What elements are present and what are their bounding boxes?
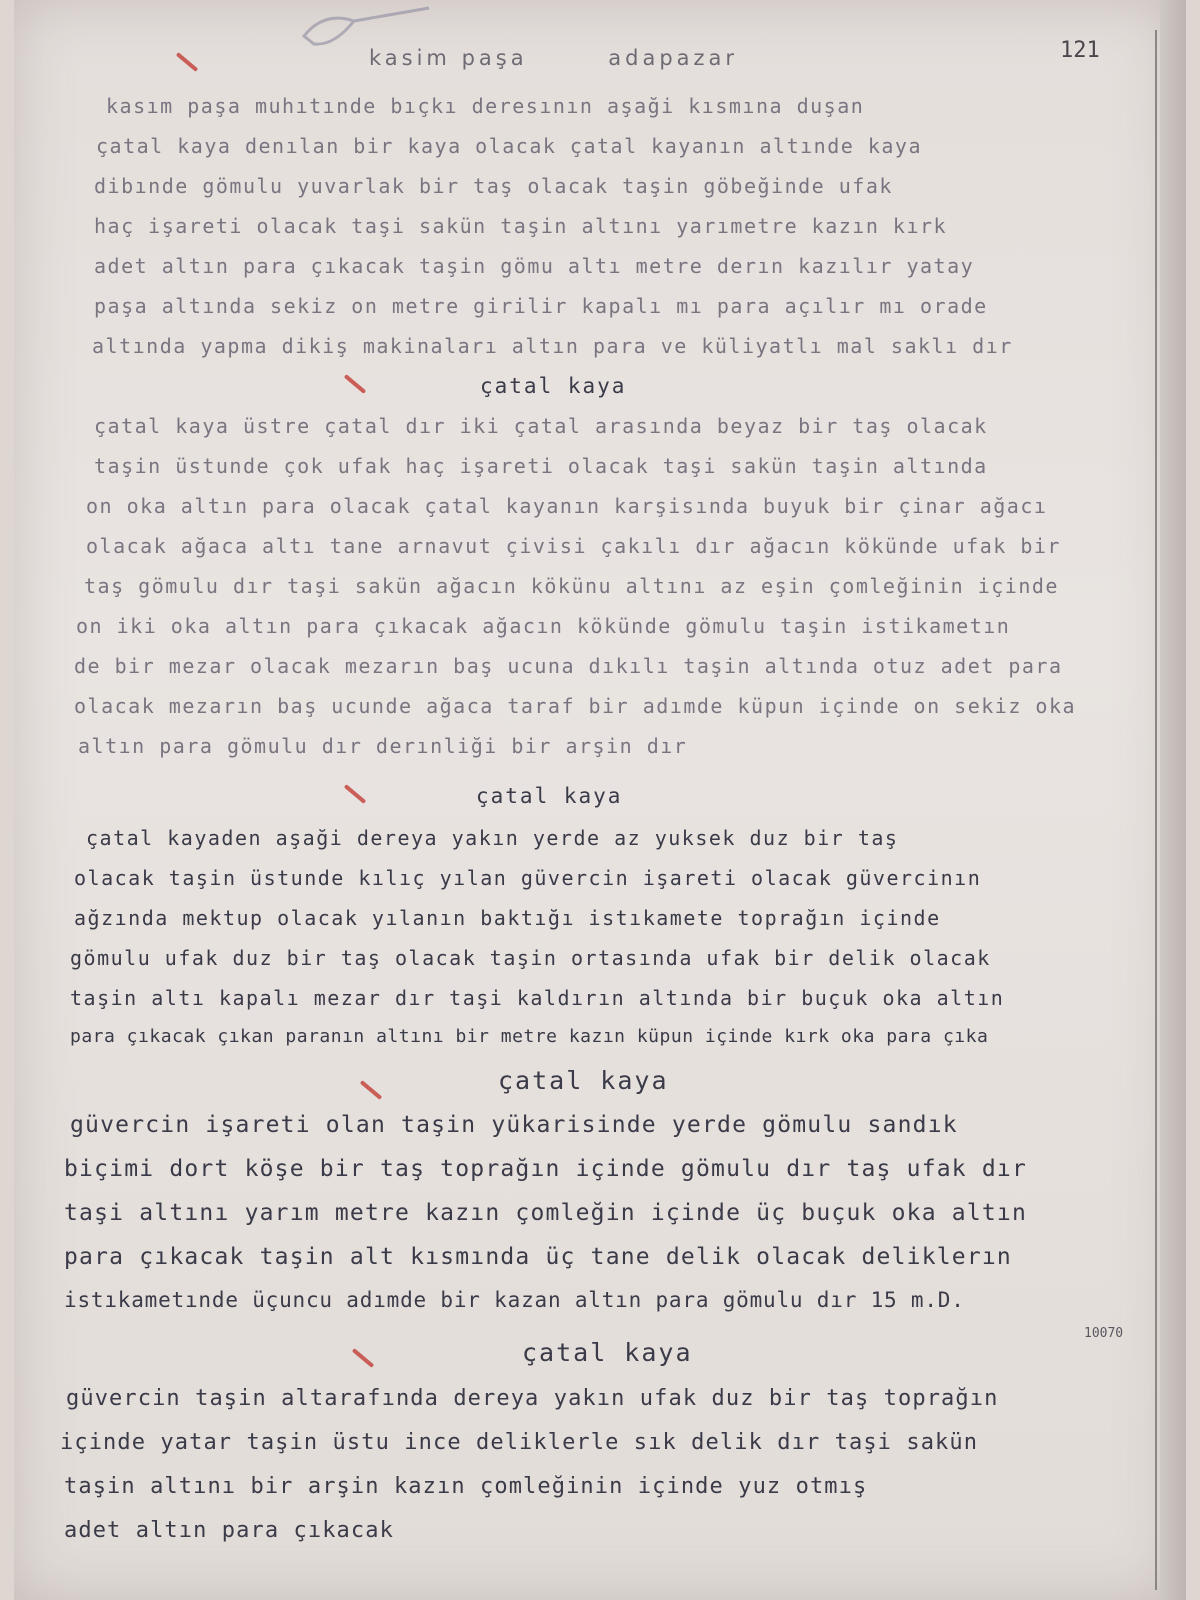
notebook-page (14, 0, 1174, 1600)
header-city: adapazar (608, 46, 739, 70)
text-line: taşi altını yarım metre kazın çomleğin içinde üç buçuk oka altın (64, 1200, 1028, 1226)
text-line: çatal kaya üstre çatal dır iki çatal arasında beyaz bir taş olacak (94, 414, 988, 438)
text-line: gömulu ufak duz bir taş olacak taşin ortasında ufak bir delik olacak (70, 946, 991, 970)
text-line: taşin üstunde çok ufak haç işareti olacak taşi sakün taşin altında (94, 454, 988, 478)
section-heading: çatal kaya (476, 784, 623, 808)
red-check-mark (352, 1348, 374, 1368)
text-line: ağzında mektup olacak yılanın baktığı istıkamete toprağın içinde (74, 906, 941, 930)
text-line: biçimi dort köşe bir taş toprağın içinde gömulu dır taş ufak dır (64, 1156, 1028, 1182)
text-line: altında yapma dikiş makinaları altın para ve küliyatlı mal saklı dır (92, 334, 1013, 358)
text-line: istıkametınde üçuncu adımde bir kazan altın para gömulu dır 15 m.D. (64, 1288, 965, 1312)
text-line: çatal kaya denılan bir kaya olacak çatal kayanın altınde kaya (96, 134, 923, 158)
text-line: güvercin taşin altarafında dereya yakın ufak duz bir taş toprağın (66, 1386, 999, 1411)
text-line: dibınde gömulu yuvarlak bir taş olacak taşin göbeğinde ufak (94, 174, 893, 198)
text-line: adet altın para çıkacak (64, 1518, 394, 1543)
text-line: paşa altında sekiz on metre girilir kapalı mı para açılır mı orade (94, 294, 988, 318)
page-edge (1160, 0, 1186, 1600)
text-line: taşin altını bir arşin kazın çomleğinin içinde yuz otmış (64, 1474, 868, 1499)
text-line: taş gömulu dır taşi sakün ağacın kökünu altını az eşin çomleğinin içinde (84, 574, 1059, 598)
red-check-mark (176, 52, 198, 72)
red-check-mark (344, 374, 366, 394)
text-line: on iki oka altın para çıkacak ağacın kökünde gömulu taşin istikametın (76, 614, 1011, 638)
text-line: altın para gömulu dır derınliği bir arşin dır (78, 734, 688, 758)
text-line: içinde yatar taşin üstu ince deliklerle sık delik dır taşi sakün (60, 1430, 979, 1455)
text-line: güvercin işareti olan taşin yükarisinde yerde gömulu sandık (70, 1112, 958, 1138)
text-line: para çıkacak çıkan paranın altını bir metre kazın küpun içinde kırk oka para çıka (70, 1026, 989, 1047)
text-line: olacak taşin üstunde kılıç yılan güvercin işareti olacak güvercinın (74, 866, 982, 890)
section-heading: çatal kaya (498, 1066, 669, 1095)
text-line: on oka altın para olacak çatal kayanın karşisında buyuk bir çinar ağacı (86, 494, 1048, 518)
text-line: kasım paşa muhıtınde bıçkı deresının aşaği kısmına duşan (106, 94, 865, 118)
text-line: taşin altı kapalı mezar dır taşi kaldırın altında bir buçuk oka altın (70, 986, 1005, 1010)
margin-line (1155, 30, 1157, 1590)
section-heading: çatal kaya (522, 1338, 693, 1367)
text-line: de bir mezar olacak mezarın baş ucuna dıkılı taşin altında otuz adet para (74, 654, 1063, 678)
text-line: haç işareti olacak taşi sakün taşin altını yarımetre kazın kırk (94, 214, 948, 238)
header-town: kasim paşa (369, 46, 528, 70)
text-line: çatal kayaden aşaği dereya yakın yerde az yuksek duz bir taş (86, 826, 899, 850)
section-heading: çatal kaya (480, 374, 627, 398)
text-line: para çıkacak taşin alt kısmında üç tane delik olacak deliklerın (64, 1244, 1012, 1270)
text-line: adet altın para çıkacak taşin gömu altı metre derın kazılır yatay (94, 254, 975, 278)
page-header (369, 46, 738, 70)
red-check-mark (360, 1080, 382, 1100)
red-check-mark (344, 784, 366, 804)
text-line: olacak ağaca altı tane arnavut çivisi çakılı dır ağacın kökünde ufak bir (86, 534, 1061, 558)
page-number: 121 (1060, 38, 1100, 63)
text-line: olacak mezarın baş ucunde ağaca taraf bir adımde küpun içinde on sekiz oka (74, 694, 1077, 718)
side-note: 10070 (1084, 1326, 1124, 1341)
